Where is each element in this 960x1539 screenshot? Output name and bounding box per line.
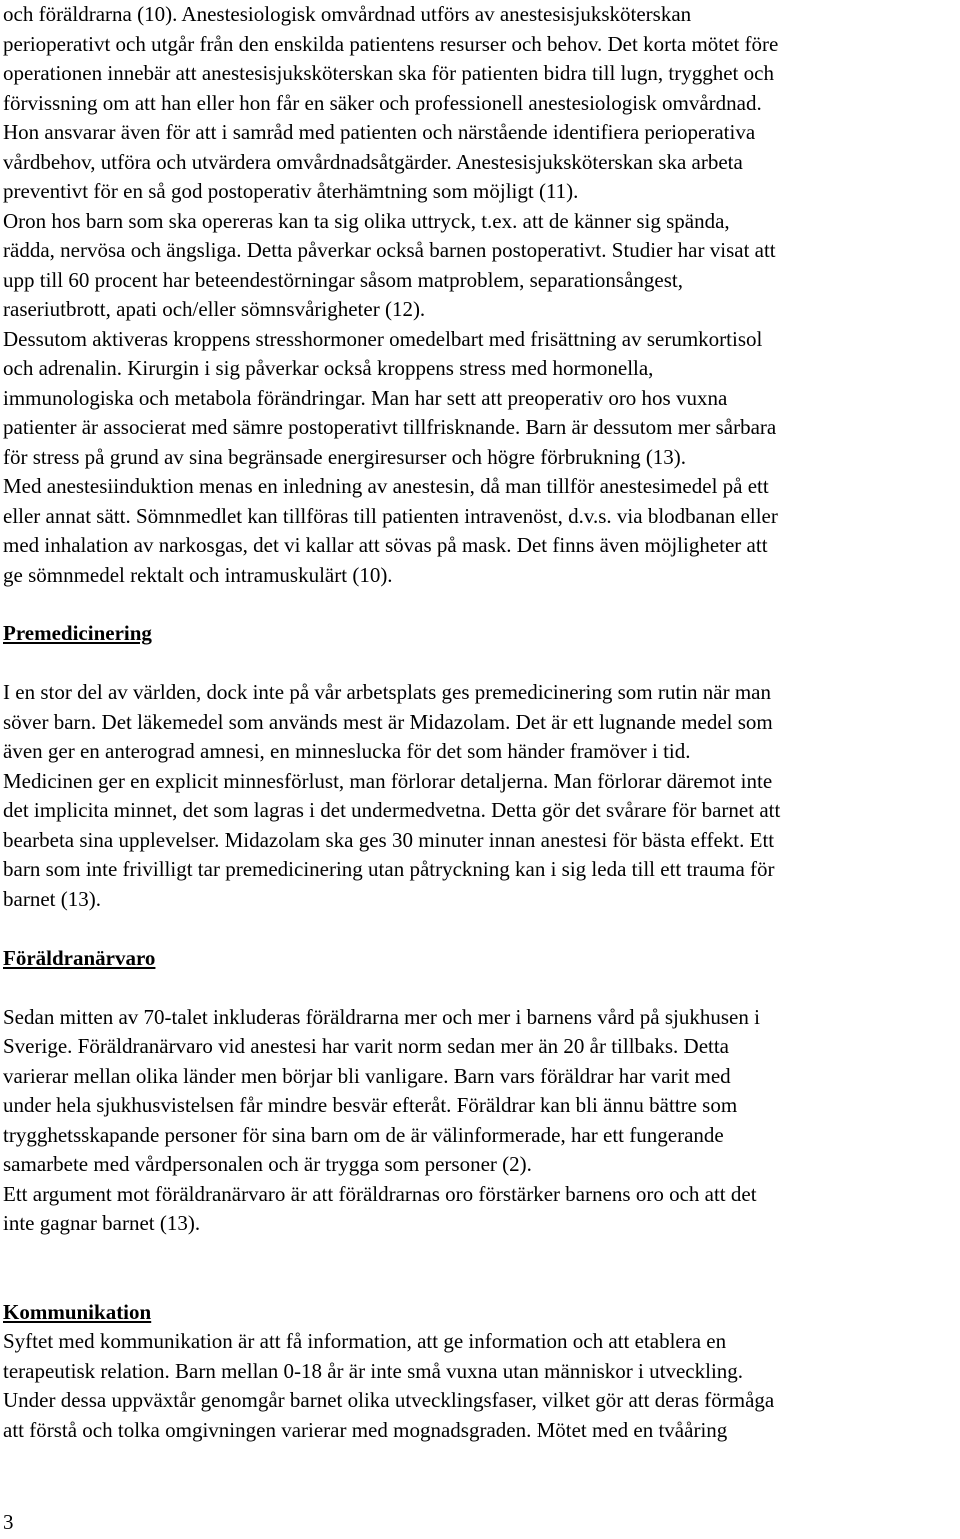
text-line: immunologiska och metabola förändringar. Man har sett att preoperativ oro hos vuxna — [3, 385, 728, 410]
text-line: samarbete med vårdpersonalen och är trygga som personer (2). — [3, 1152, 532, 1176]
text-line: det implicita minnet, det som lagras i det undermedvetna. Detta gör det svårare för barnet att — [3, 798, 781, 822]
text-line: eller annat sätt. Sömnmedlet kan tillföras till patienten intravenöst, d.v.s. via blodbanan eller — [3, 503, 778, 528]
text-line: terapeutisk relation. Barn mellan 0-18 år är inte små vuxna utan människor i utveckling. — [3, 1358, 744, 1383]
text-line: Under dessa uppväxtår genomgår barnet olika utvecklingsfaser, vilket gör att deras förmåga — [3, 1388, 775, 1412]
text-line: preventivt för en så god postoperativ återhämtning som möjligt (11). — [3, 179, 579, 203]
text-line: Ett argument mot föräldranärvaro är att föräldrarnas oro förstärker barnens oro och att det — [3, 1181, 757, 1206]
section-foraldranarvaro — [3, 944, 960, 1239]
text-line: upp till 60 procent har beteendestörningar såsom matproblem, separationsångest, — [3, 267, 683, 292]
text-line: operationen innebär att anestesisjuksköterskan ska för patienten bidra till lugn, trygghet och — [3, 61, 774, 85]
text-line: I en stor del av världen, dock inte på vår arbetsplats ges premedicinering som rutin när man — [3, 680, 771, 704]
text-line: Dessutom aktiveras kroppens stresshormoner omedelbart med frisättning av serumkortisol — [3, 326, 763, 351]
text-line: perioperativt och utgår från den enskilda patientens resurser och behov. Det korta mötet före — [3, 31, 779, 56]
section-heading-foraldranarvaro: Föräldranärvaro — [3, 945, 156, 970]
text-line: för stress på grund av sina begränsade energiresurser och högre förbrukning (13). — [3, 444, 687, 469]
text-line: med inhalation av narkosgas, det vi kallar att sövas på mask. Det finns även möjligheter att — [3, 533, 768, 557]
spacer — [3, 649, 960, 679]
text-line: varierar mellan olika länder men börjar bli vanligare. Barn vars föräldrar har varit med — [3, 1063, 731, 1088]
text-line: att förstå och tolka omgivningen varierar med mognadsgraden. Mötet med en tvååring — [3, 1417, 728, 1442]
text-line: Sedan mitten av 70-talet inkluderas föräldrarna mer och mer i barnens vård på sjukhusen i — [3, 1004, 760, 1029]
text-line: Med anestesiinduktion menas en inledning av anestesin, då man tillför anestesimedel på ett — [3, 474, 769, 498]
spacer — [3, 1239, 960, 1298]
text-line: rädda, nervösa och ängsliga. Detta påverkar också barnen postoperativt. Studier har visat att — [3, 238, 776, 262]
text-line: barn som inte frivilligt tar premedicinering utan påtryckning kan i sig leda till ett trauma för — [3, 857, 775, 881]
text-line: Syftet med kommunikation är att få information, att ge information och att etablera en — [3, 1329, 727, 1353]
section-heading-premedicinering: Premedicinering — [3, 621, 152, 645]
spacer — [3, 590, 960, 619]
section-heading-kommunikation: Kommunikation — [3, 1299, 152, 1324]
text-line: Hon ansvarar även för att i samråd med patienten och närstående identifiera perioperativa — [3, 120, 756, 144]
text-line: bearbeta sina upplevelser. Midazolam ska ges 30 minuter innan anestesi för bästa effekt. Ett — [3, 827, 775, 852]
spacer — [3, 973, 960, 1003]
text-line: förvissning om att han eller hon får en säker och professionell anestesiologisk omvårdnad. — [3, 90, 762, 115]
spacer — [3, 914, 960, 944]
text-line: barnet (13). — [3, 886, 101, 911]
intro-paragraphs — [3, 0, 960, 590]
document-page — [3, 0, 960, 1445]
section-premedicinering — [3, 619, 960, 914]
text-line: under hela sjukhusvistelsen får mindre besvär efteråt. Föräldrar kan bli ännu bättre som — [3, 1093, 738, 1117]
text-line: inte gagnar barnet (13). — [3, 1211, 201, 1235]
text-line: trygghetsskapande personer för sina barn om de är välinformerade, har ett fungerande — [3, 1122, 724, 1147]
text-line: även ger en anterograd amnesi, en minneslucka för det som händer framöver i tid. — [3, 739, 691, 763]
section-kommunikation — [3, 1298, 960, 1446]
text-line: Medicinen ger en explicit minnesförlust, man förlorar detaljerna. Man förlorar däremot inte — [3, 768, 773, 793]
page-number: 3 — [3, 1510, 14, 1534]
text-line: raseriutbrott, apati och/eller sömnsvårigheter (12). — [3, 297, 426, 321]
text-line: vårdbehov, utföra och utvärdera omvårdnadsåtgärder. Anestesisjuksköterskan ska arbeta — [3, 149, 743, 174]
text-line: Oron hos barn som ska opereras kan ta sig olika uttryck, t.ex. att de känner sig spända, — [3, 208, 730, 233]
text-line: och föräldrarna (10). Anestesiologisk omvårdnad utförs av anestesisjuksköterskan — [3, 2, 692, 26]
text-line: ge sömnmedel rektalt och intramuskulärt (10). — [3, 562, 393, 587]
text-line: och adrenalin. Kirurgin i sig påverkar också kroppens stress med hormonella, — [3, 356, 654, 380]
text-line: patienter är associerat med sämre postoperativt tillfrisknande. Barn är dessutom mer sårbara — [3, 415, 777, 439]
text-line: söver barn. Det läkemedel som används mest är Midazolam. Det är ett lugnande medel som — [3, 709, 773, 734]
text-line: Sverige. Föräldranärvaro vid anestesi har varit norm sedan mer än 20 år tillbaks. Detta — [3, 1034, 730, 1058]
